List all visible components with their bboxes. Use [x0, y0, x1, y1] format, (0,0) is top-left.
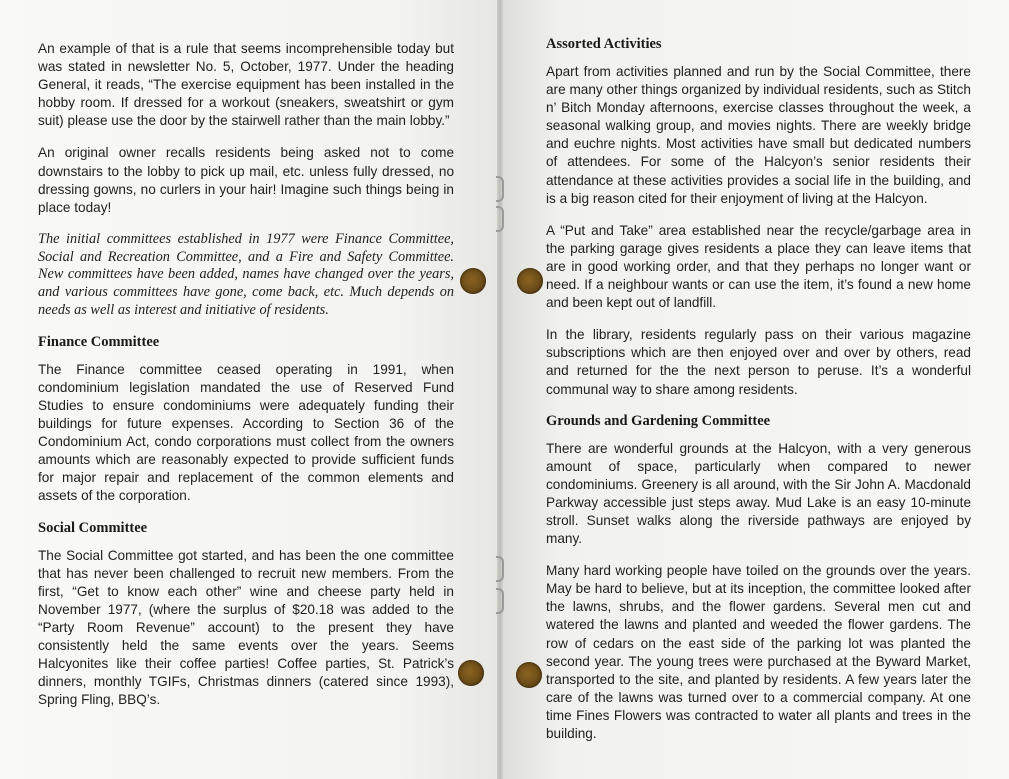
punch-hole-right-bottom	[516, 662, 542, 688]
heading-assorted-activities: Assorted Activities	[546, 36, 662, 52]
right-page	[500, 0, 1009, 779]
punch-hole-right-top	[517, 268, 543, 294]
binding-gutter	[497, 0, 503, 779]
staple-bottom-upper	[496, 556, 504, 582]
paragraph-dress-code: An original owner recalls residents being asked not to come downstairs to the lobby to pick up mail, etc. unless fully dressed, no dressing gowns, no curlers in your hair! Imagine such things being in place today!	[38, 145, 454, 215]
left-page	[0, 0, 500, 779]
staple-bottom-lower	[496, 588, 504, 614]
staple-top-upper	[496, 176, 504, 202]
paragraph-assorted-activities: Apart from activities planned and run by the Social Committee, there are many other things organized by individual residents, such as Stitch n’ Bitch Monday afternoons, exercise classes throughout the week, a seasonal walking group, and movies nights. There are weekly bridge and euchre nights. Most activities have small but dedicated numbers of attendees. For some of the Halcyon’s senior residents their attendance at these activities provides a social life in the building, and is a big reason cited for their enjoyment of living at the Halcyon.	[546, 64, 971, 206]
heading-grounds-gardening: Grounds and Gardening Committee	[546, 412, 771, 429]
paragraph-library: In the library, residents regularly pass on their various magazine subscriptions which are then enjoyed over and over by others, read and returned for the the next person to peruse. It’s a wonderful communal way to share among residents.	[546, 327, 971, 397]
paragraph-social-committee: The Social Committee got started, and has been the one committee that has never been challenged to recruit new members. From the first, “Get to know each other” wine and cheese party held in November 1977, (where the surplus of $20.18 was added to the “Party Room Revenue” account) to the present they have consistently held the same events over the years. Seems Halcyonites like their coffee parties! Coffee parties, St. Patrick’s dinners, monthly TGIFs, Christmas dinners (catered since 1993), Spring Fling, BBQ’s.	[38, 547, 454, 708]
punch-hole-left-bottom	[458, 660, 484, 686]
punch-hole-left-top	[460, 268, 486, 294]
heading-social-committee: Social Committee	[38, 519, 148, 536]
paragraph-grounds-workers: Many hard working people have toiled on the grounds over the years. May be hard to believe, but at its inception, the committee looked after the lawns, shrubs, and the flower gardens. Several men cut and watered the lawns and planted and weeded the flower gardens. The row of cedars on the east side of the parking lot was planted the second year. The young trees were purchased at the Byward Market, transported to the site, and planted by residents. A few years later the care of the lawns was turned over to a commercial company. At one time Fines Flowers was contracted to water all plants and trees in the building.	[546, 563, 971, 741]
paragraph-finance-committee: The Finance committee ceased operating in 1991, when condominium legislation mandated the use of Reserved Fund Studies to ensure condominiums were adequately funding their buildings for future expenses. According to Section 36 of the Condominium Act, condo corporations must collect from the owners amounts which are reasonably expected to provide sufficient funds for major repair and replacement of the common elements and assets of the corporation.	[38, 361, 454, 504]
paragraph-exercise-rule: An example of that is a rule that seems incomprehensible today but was stated in newsletter No. 5, October, 1977. Under the heading General, it reads, “The exercise equipment has been installed in the hobby room. If dressed for a workout (sneakers, sweatshirt or gym suit) please use the door by the stairwell rather than the main lobby.”	[38, 41, 454, 129]
staple-top-lower	[496, 206, 504, 232]
paragraph-initial-committees: The initial committees established in 1977 were Finance Committee, Social and Recreation Committee, and a Fire and Safety Committee. New committees have been added, names have changed over the years, and various committees have gone, come back, etc. Much depends on needs as well as interest and initiative of residents.	[38, 230, 454, 319]
paragraph-grounds: There are wonderful grounds at the Halcyon, with a very generous amount of space, particularly when compared to newer condominiums. Greenery is all around, with the Sir John A. Macdonald Parkway accessible just steps away. Mud Lake is an easy 10-minute stroll. Sunset walks along the riverside pathways are enjoyed by many.	[546, 440, 971, 547]
heading-finance-committee: Finance Committee	[38, 333, 160, 350]
paragraph-put-and-take: A “Put and Take” area established near the recycle/garbage area in the parking garage gives residents a place they can leave items that are in good working order, and that they perhaps no longer want or need. If a neighbour wants or can use the item, it’s found a new home and been kept out of landfill.	[546, 222, 971, 311]
